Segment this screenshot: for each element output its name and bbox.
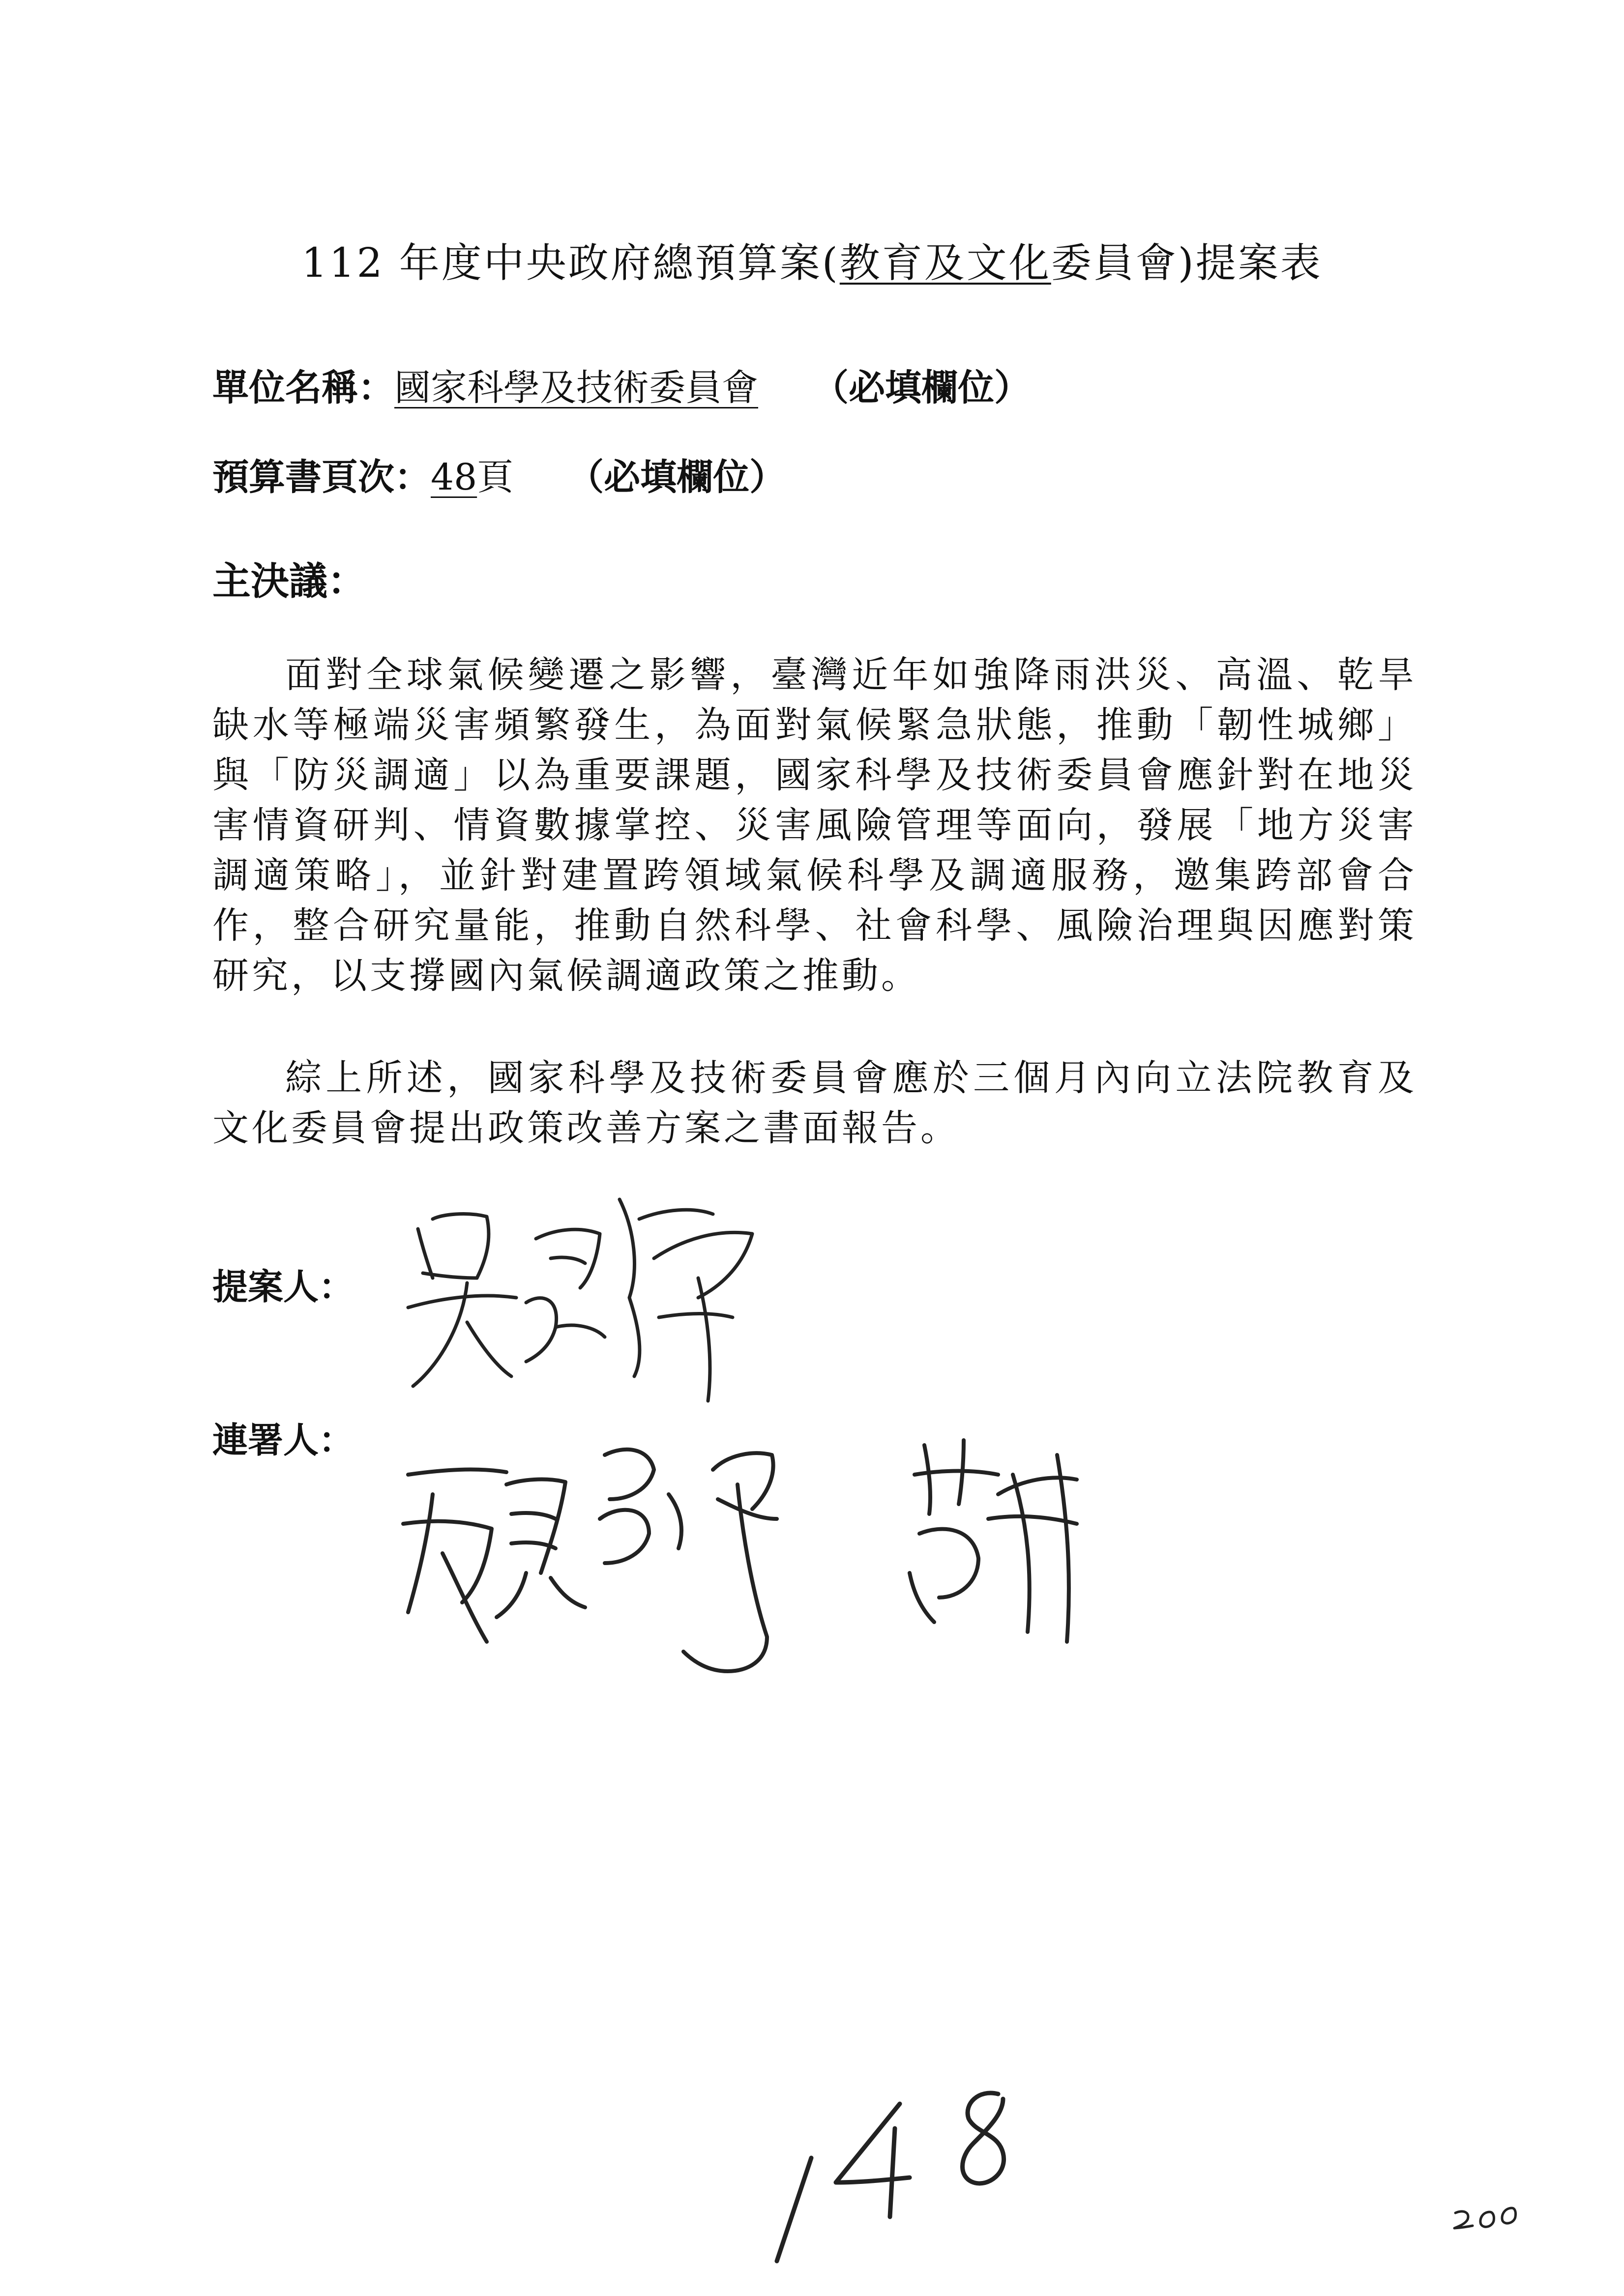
proposer-label: 提案人： <box>212 1266 354 1308</box>
resolution-paragraph-1: 面對全球氣候變遷之影響，臺灣近年如強降雨洪災、高溫、乾旱缺水等極端災害頻繁發生，為面對氣候緊急狀態，推動「韌性城鄉」與「防災調適」以為重要課題，國家科學及技術委員會應針對在地災害情資研判、情資數據掌控、災害風險管理等面向，發展「地方災害調適策略」，並針對建置跨領域氣候科學及調適服務，邀集跨部會合作，整合研究量能，推動自然科學、社會科學、風險治理與因應對策研究，以支撐國內氣候調適政策之推動。 <box>212 654 1417 997</box>
unit-value: 國家科學及技術委員會 <box>394 367 758 409</box>
unit-label: 單位名稱： <box>212 367 394 409</box>
resolution-paragraph-2: 綜上所述，國家科學及技術委員會應於三個月內向立法院教育及文化委員會提出政策改善方案之書面報告。 <box>212 1057 1417 1149</box>
cosigner-label: 連署人： <box>212 1419 354 1461</box>
unit-required-note: （必填欄位） <box>812 367 1031 409</box>
page-required-note: （必填欄位） <box>567 456 786 498</box>
page-label: 預算書頁次： <box>212 456 431 498</box>
page-suffix: 頁 <box>477 456 514 498</box>
cosigner-signatures <box>403 1440 1077 1671</box>
page-value: 48 <box>431 456 477 498</box>
handwritten-corner-mark <box>1454 2208 1516 2228</box>
resolution-heading: 主決議： <box>212 559 366 604</box>
title-suffix: 委員會)提案表 <box>1051 240 1323 287</box>
handwritten-page-number <box>777 2093 1004 2261</box>
proposer-signature <box>408 1199 752 1401</box>
title-prefix: 112 年度中央政府總預算案( <box>301 240 840 287</box>
title-committee: 教育及文化 <box>839 240 1051 287</box>
